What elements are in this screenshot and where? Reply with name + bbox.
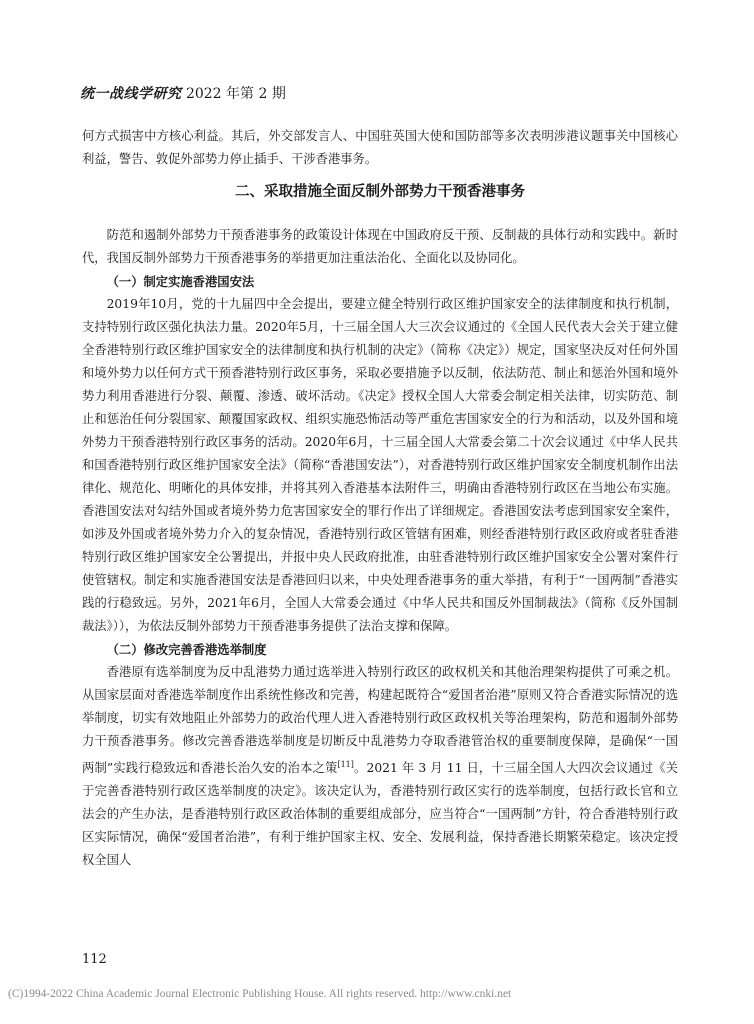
- copyright-footer: (C)1994-2022 China Academic Journal Electronic Publishing House. All rights reserved. http://www.cnki.net: [8, 988, 512, 1000]
- paragraph-electoral-reform: [82, 661, 678, 872]
- page-number: 112: [82, 952, 107, 967]
- paragraph-national-security-law: 2019年10月，党的十九届四中全会提出，要建立健全特别行政区维护国家安全的法律制度和执行机制，支持特别行政区强化执法力量。2020年5月，十三届全国人大三次会议通过的《全国人民代表大会关于建立健全香港特别行政区维护国家安全的法律制度和执行机制的决定》（简称《决定》）规定，国家坚决反对任何外国和境外势力以任何方式干预香港特别行政区事务，采取必要措施予以反制，依法防范、制止和惩治外国和境外势力利用香港进行分裂、颠覆、渗透、破坏活动。《决定》授权全国人大常委会制定相关法律，切实防范、制止和惩治任何分裂国家、颠覆国家政权、组织实施恐怖活动等严重危害国家安全的行为和活动，以及外国和境外势力干预香港特别行政区事务的活动。2020年6月，十三届全国人大常委会第二十次会议通过《中华人民共和国香港特别行政区维护国家安全法》（简称“香港国安法”），对香港特别行政区维护国家安全制度机制作出法律化、规范化、明晰化的具体安排，并将其列入香港基本法附件三，明确由香港特别行政区在当地公布实施。香港国安法对勾结外国或者境外势力危害国家安全的罪行作出了详细规定。香港国安法考虑到国家安全案件，如涉及外国或者境外势力介入的复杂情况，香港特别行政区管辖有困难，则经香港特别行政区政府或者驻香港特别行政区维护国家安全公署提出，并报中央人民政府批准，由驻香港特别行政区维护国家安全公署对案件行使管辖权。制定和实施香港国安法是香港回归以来，中央处理香港事务的重大举措，有利于“一国两制”香港实践的行稳致远。另外，2021年6月，全国人大常委会通过《中华人民共和国反外国制裁法》（简称《反外国制裁法》）），为依法反制外部势力干预香港事务提供了法治支撑和保障。: [82, 297, 678, 633]
- paragraph-electoral-reform-text: 香港原有选举制度为反中乱港势力通过选举进入特别行政区的政权机关和其他治理架构提供了可乘之机。从国家层面对香港选举制度作出系统性修改和完善，构建起既符合“爱国者治港”原则又符合香港实际情况的选举制度，切实有效地阻止外部势力的政治代理人进入香港特别行政区政权机关等治理架构，防范和遏制外部势力干预香港事务。修改完善香港选举制度是切断反中乱港势力夺取香港管治权的重要制度保障，是确保“一国两制”实践行稳致远和香港长治久安的治本之策: [82, 665, 678, 776]
- article-body: [82, 125, 678, 872]
- journal-name: 统一战线学研究: [80, 86, 182, 102]
- subsection-heading-1: （一）制定实施香港国安法: [106, 274, 255, 289]
- section-heading: 二、采取措施全面反制外部势力干预香港事务: [235, 183, 525, 200]
- running-header: [80, 84, 286, 104]
- journal-issue: 2022 年第 2 期: [181, 86, 286, 102]
- citation-reference: [11]: [337, 760, 354, 769]
- paragraph-continued: 何方式损害中方核心利益。其后，外交部发言人、中国驻英国大使和国防部等多次表明涉港议题事关中国核心利益，警告、敦促外部势力停止插手、干涉香港事务。: [82, 129, 678, 166]
- paragraph-electoral-reform-tail: 。2021 年 3 月 11 日，十三届全国人大四次会议通过《关于完善香港特别行政区选举制度的决定》。该决定认为，香港特别行政区实行的选举制度，包括行政长官和立法会的产生办法，是香港特别行政区政治体制的重要组成部分，应当符合“一国两制”方针，符合香港特别行政区实际情况，确保“爱国者治港”，有利于维护国家主权、安全、发展利益，保持香港长期繁荣稳定。该决定授权全国人: [82, 761, 678, 868]
- paragraph-intro: 防范和遏制外部势力干预香港事务的政策设计体现在中国政府反干预、反制裁的具体行动和实践中。新时代，我国反制外部势力干预香港事务的举措更加注重法治化、全面化以及协同化。: [82, 228, 678, 265]
- subsection-heading-2: （二）修改完善香港选举制度: [106, 642, 267, 657]
